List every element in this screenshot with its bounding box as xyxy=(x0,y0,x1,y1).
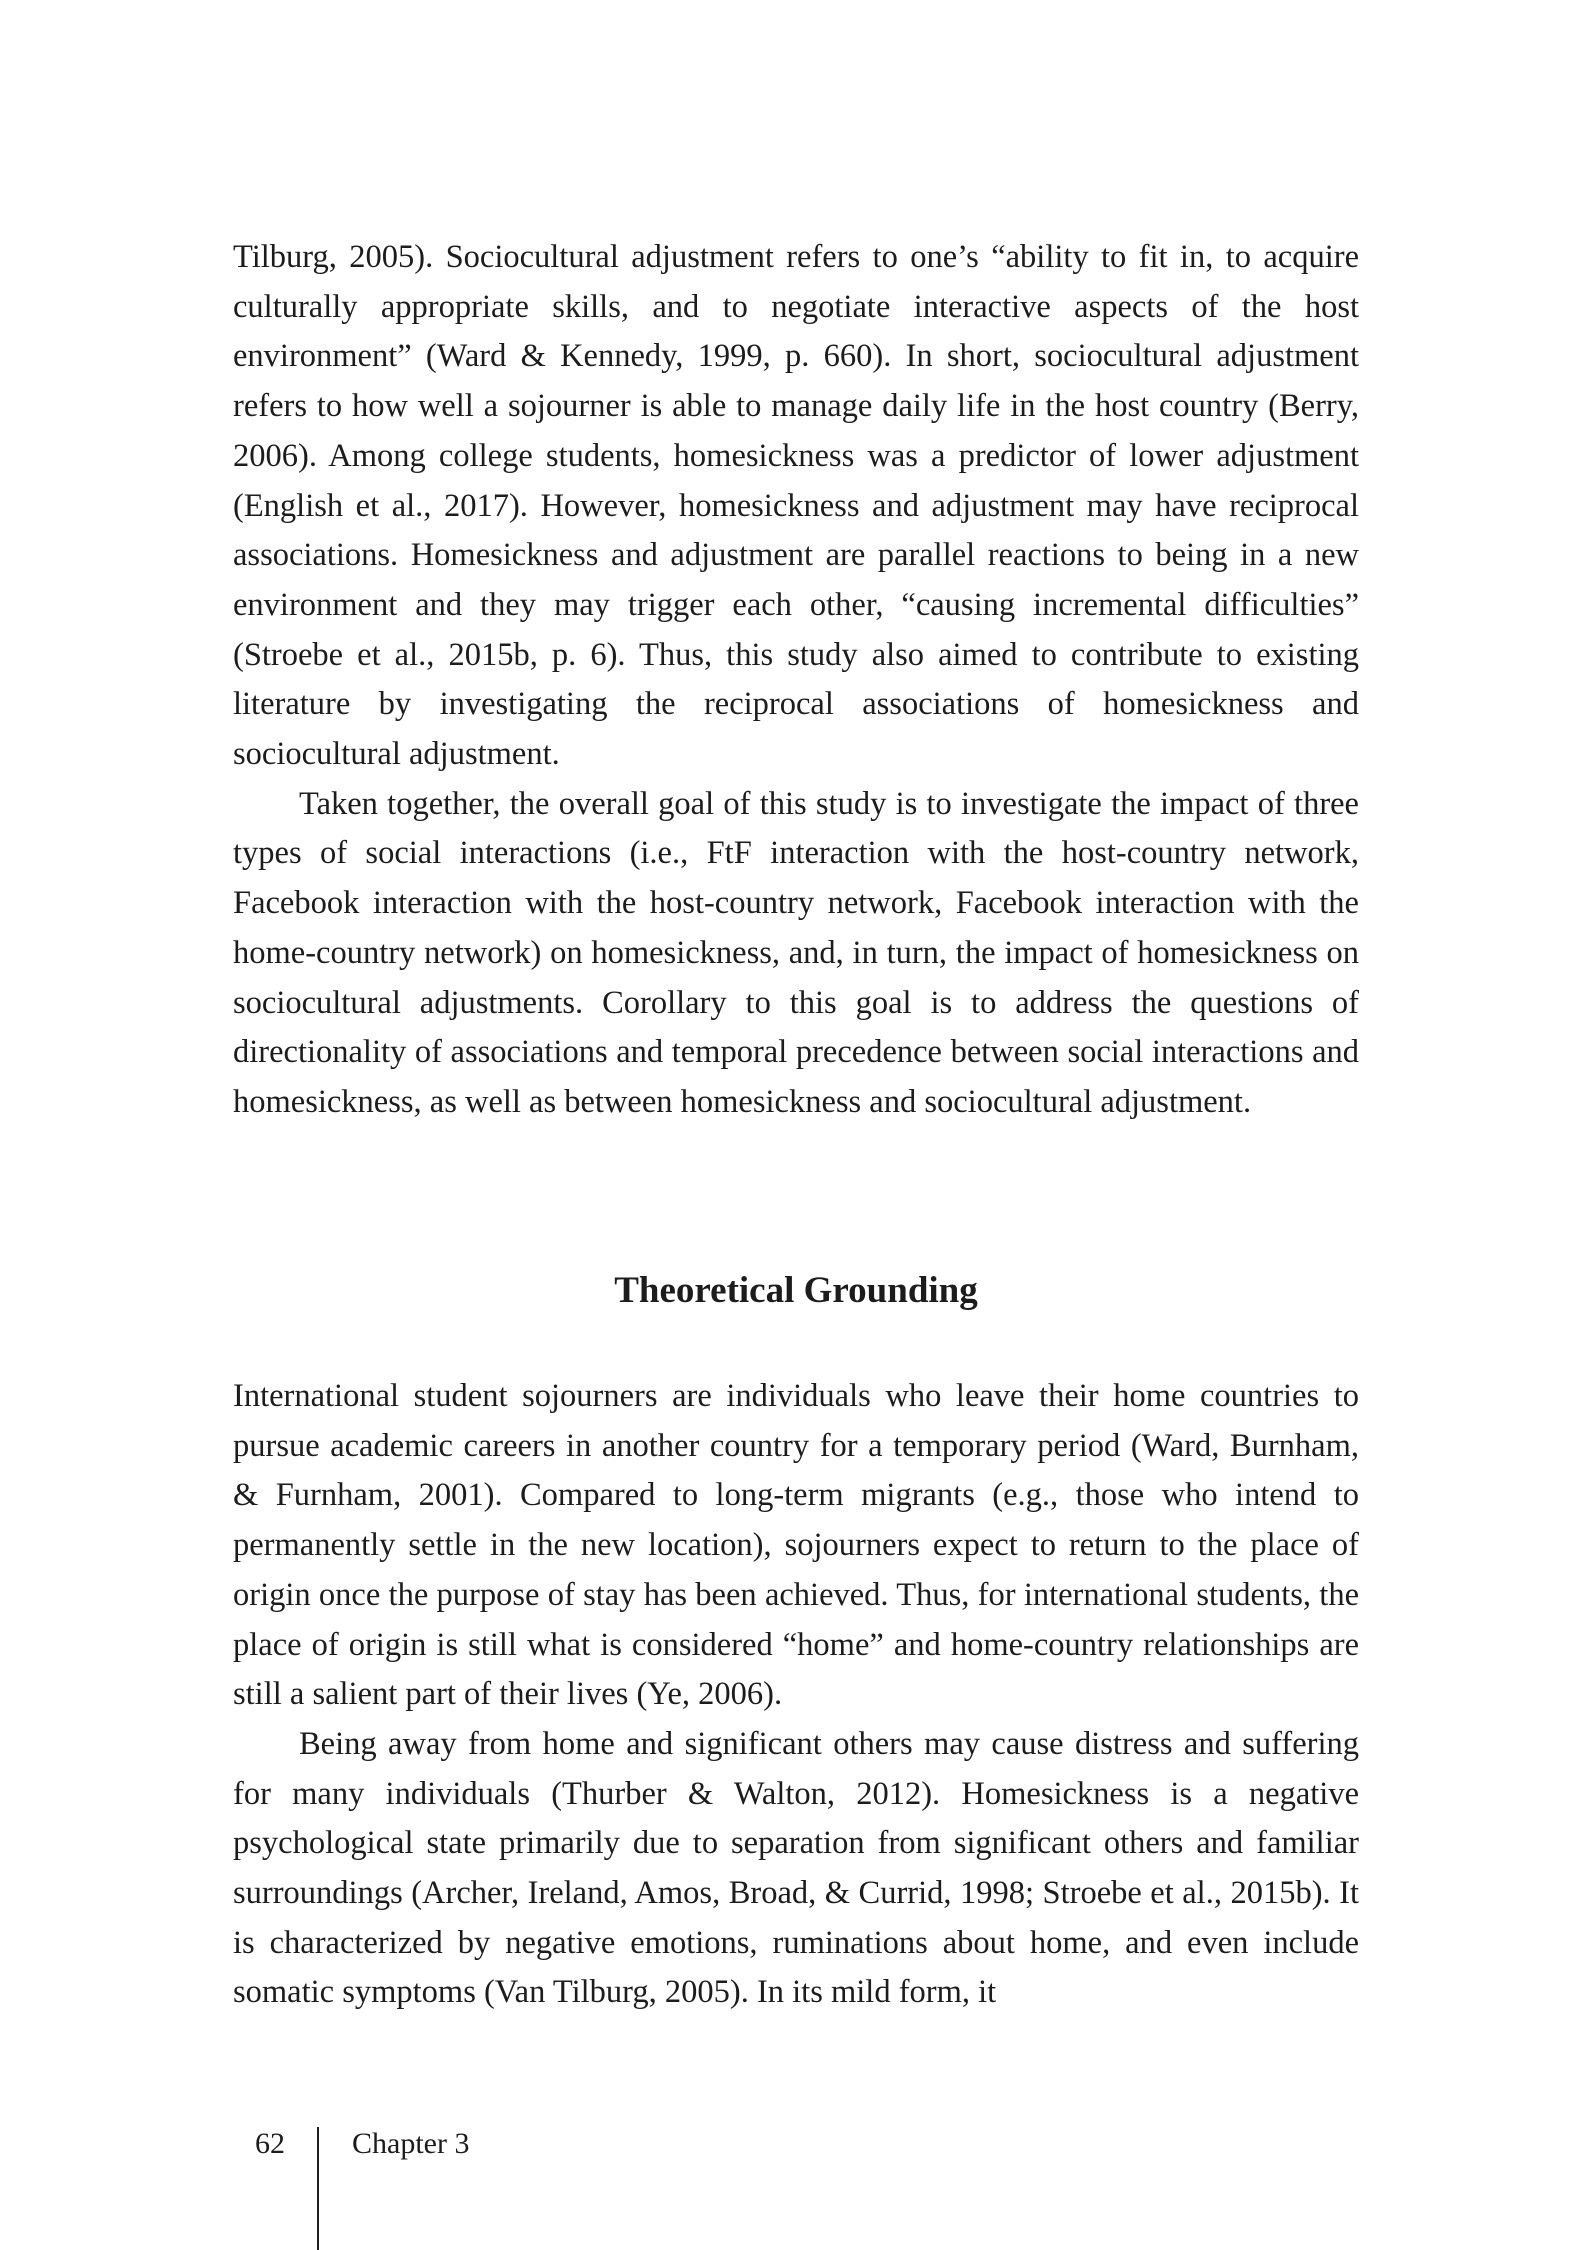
footer-divider xyxy=(317,2127,319,2250)
intro-text-block xyxy=(233,233,1359,1128)
paragraph-sojourners: International student sojourners are individuals who leave their home countries to pursue academic careers in another country for a temporary period (Ward, Burnham, & Furnham, 2001). Compared to long-term migrants (e.g., those who intend to permanently settle in the new location), sojourners expect to return to the place of origin once the purpose of stay has been achieved. Thus, for international students, the place of origin is still what is considered “home” and home-country relationships are still a salient part of their lives (Ye, 2006). xyxy=(233,1378,1359,1713)
theory-text-block xyxy=(233,1372,1359,2018)
paragraph-study-goal: Taken together, the overall goal of this study is to investigate the impact of three types of social interactions (i.e., FtF interaction with the host-country network, Facebook interaction with the host-country network, Facebook interaction with the home-country network) on homesickness, and, in turn, the impact of homesickness on sociocultural adjustments. Corollary to this goal is to address the questions of directionality of associations and temporal precedence between social interactions and homesickness, as well as between homesickness and sociocultural adjustment. xyxy=(233,785,1359,1120)
page-number: 62 xyxy=(255,2127,285,2160)
paragraph-homesickness: Being away from home and significant others may cause distress and suffering for many individuals (Thurber & Walton, 2012). Homesickness is a negative psychological state primarily due to separation from significant others and familiar surroundings (Archer, Ireland, Amos, Broad, & Currid, 1998; Stroebe et al., 2015b). It is characterized by negative emotions, ruminations about home, and even include somatic symptoms (Van Tilburg, 2005). In its mild form, it xyxy=(233,1725,1359,2011)
section-heading: Theoretical Grounding xyxy=(614,1270,978,1311)
running-footer-chapter: Chapter 3 xyxy=(352,2127,470,2160)
paragraph-continued: Tilburg, 2005). Sociocultural adjustment refers to one’s “ability to fit in, to acquire culturally appropriate skills, and to negotiate interactive aspects of the host environment” (Ward & Kennedy, 1999, p. 660). In short, sociocultural adjustment refers to how well a sojourner is able to manage daily life in the host country (Berry, 2006). Among college students, homesickness was a predictor of lower adjustment (English et al., 2017). However, homesickness and adjustment may have reciprocal associations. Homesickness and adjustment are parallel reactions to being in a new environment and they may trigger each other, “causing incremental difficulties” (Stroebe et al., 2015b, p. 6). Thus, this study also aimed to contribute to existing literature by investigating the reciprocal associations of homesickness and sociocultural adjustment. xyxy=(233,239,1359,773)
